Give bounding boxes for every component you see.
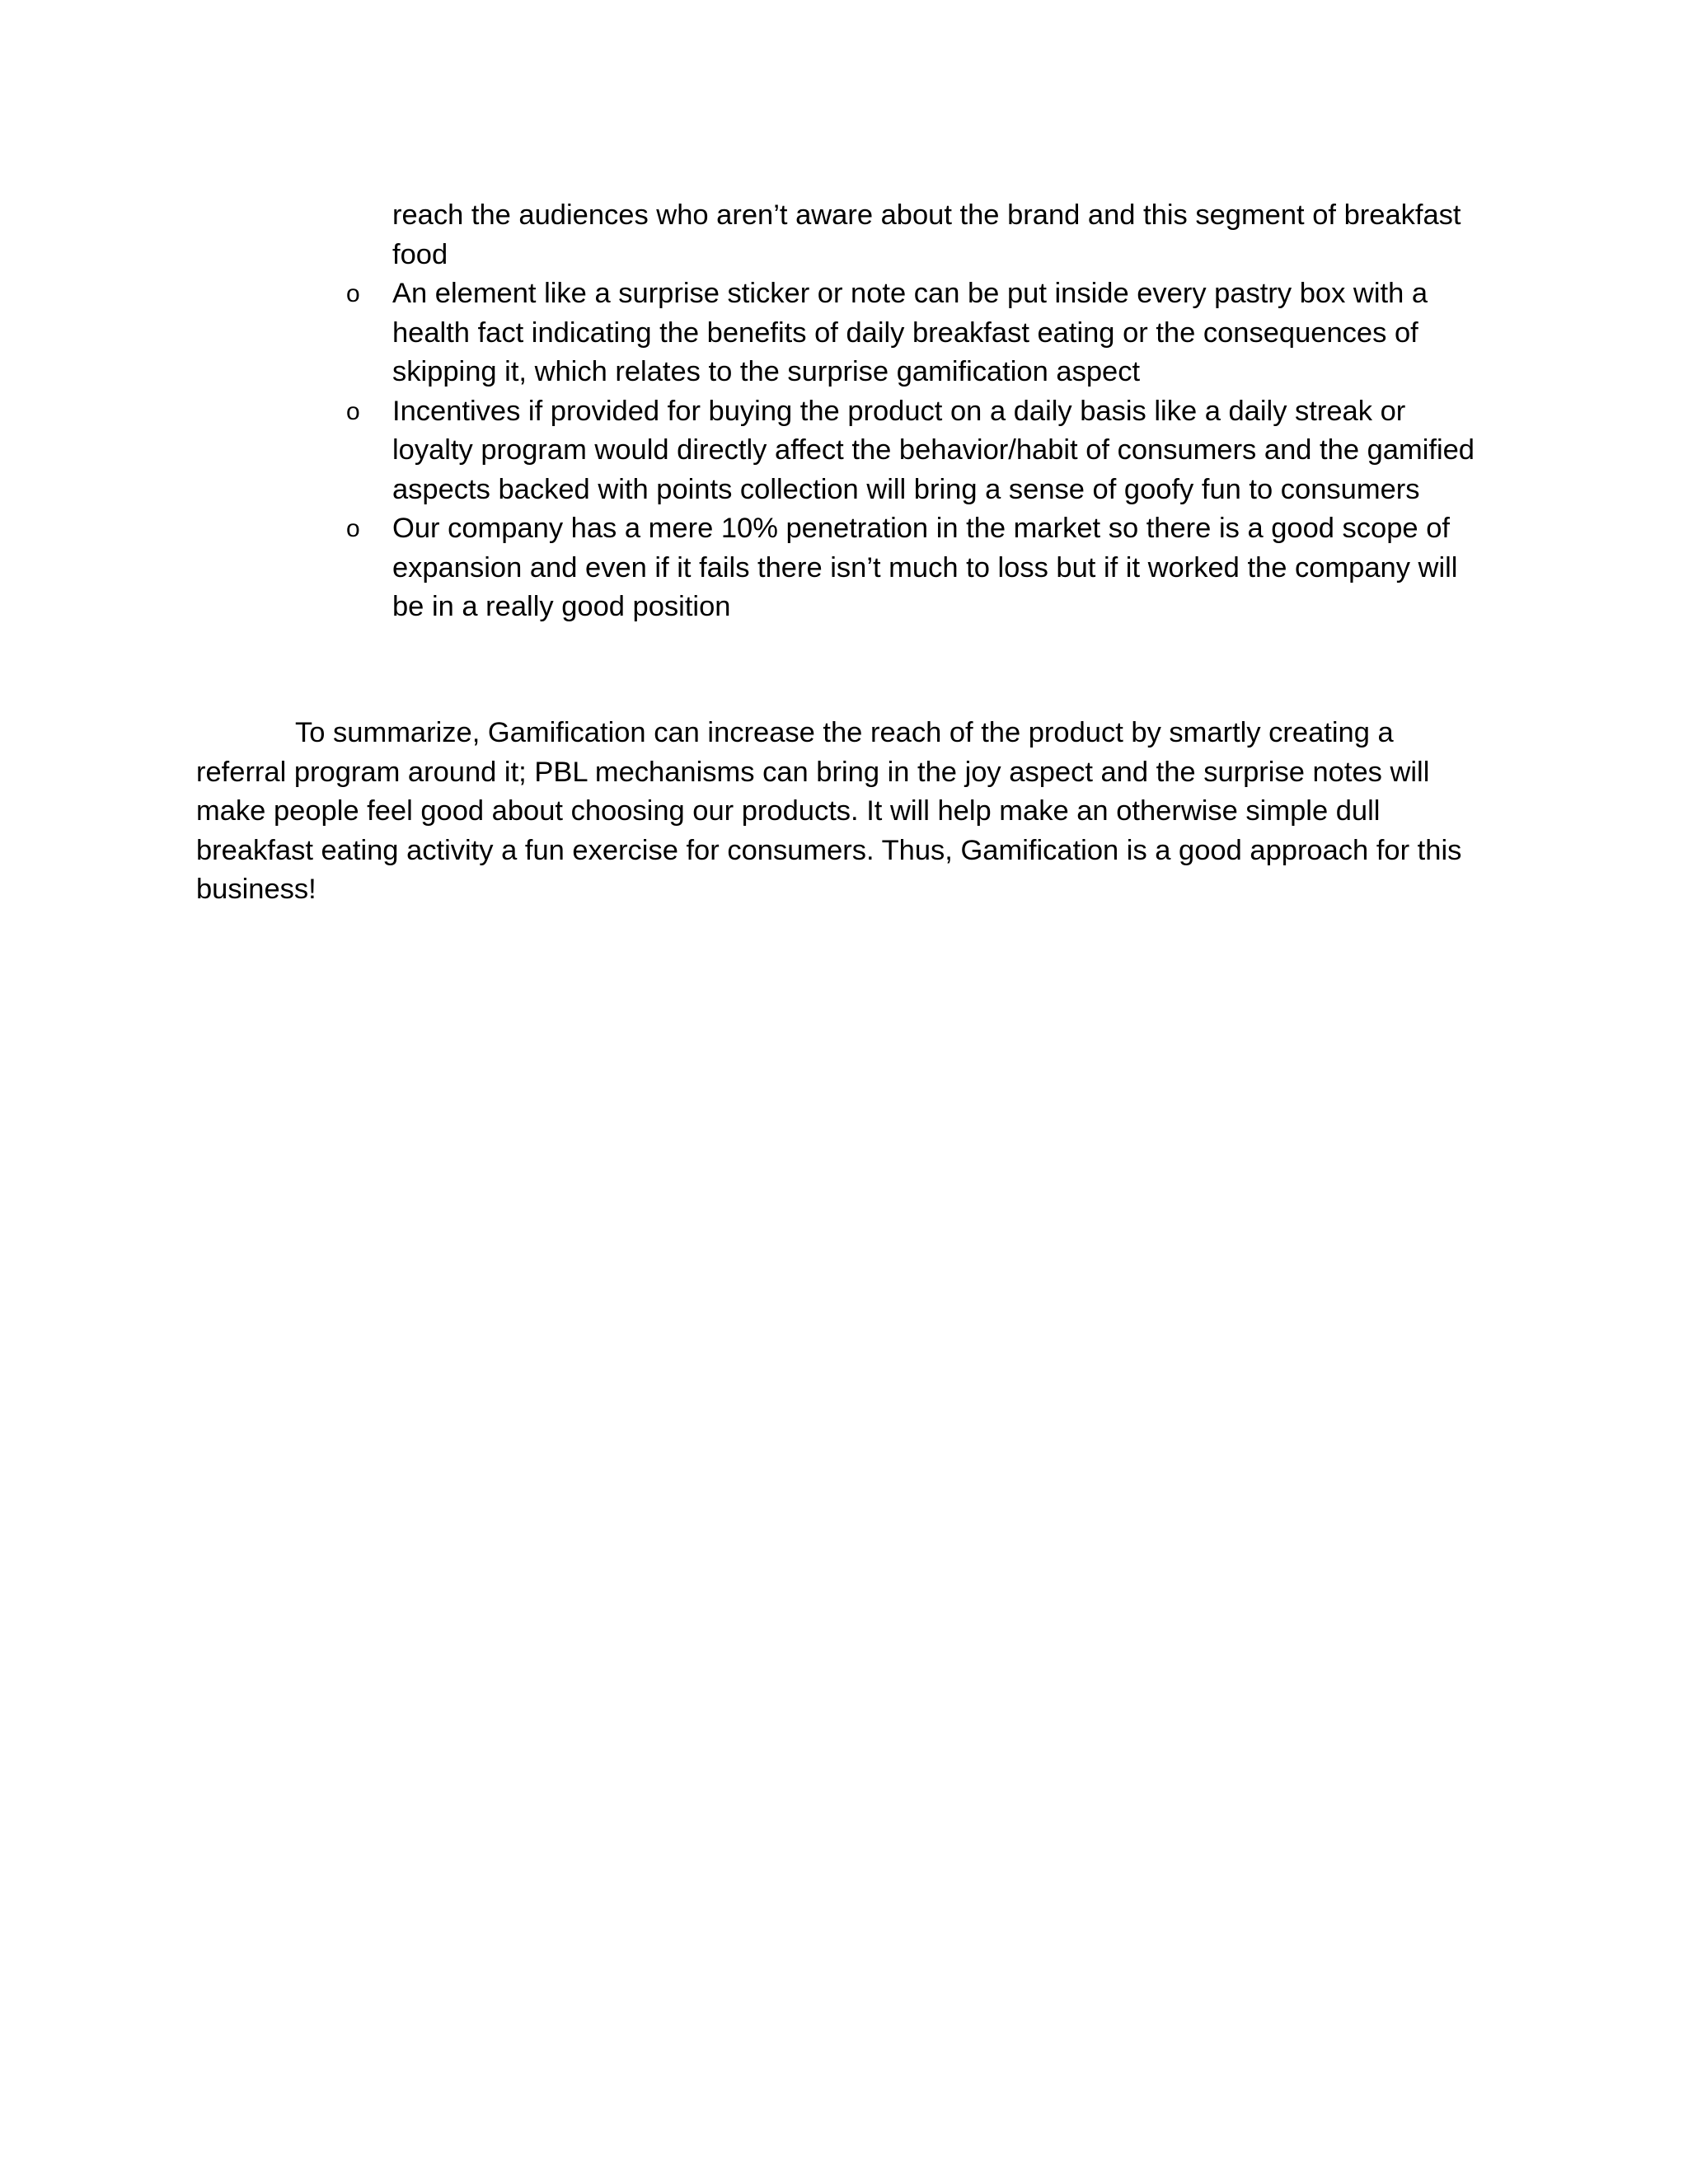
list-item-text: Our company has a mere 10% penetration in the market so there is a good scope of expansion and even if it fails there isn’t much to loss but if it worked the company will be in a really good position [392,513,1458,622]
summary-paragraph: To summarize, Gamification can increase the reach of the product by smartly creating a referral program around it; PBL mechanisms can bring in the joy aspect and the surprise notes will make people feel good about choosing our products. It will help make an otherwise simple dull breakfast eating activity a fun exercise for consumers. Thus, Gamification is a good approach for this business! [196,717,1462,905]
list-item-text: An element like a surprise sticker or note can be put inside every pastry box with a health fact indicating the benefits of daily breakfast eating or the consequences of skipping it, which relates to the surprise gamification aspect [392,278,1428,387]
list-item-text: Incentives if provided for buying the product on a daily basis like a daily streak or loyalty program would directly affect the behavior/habit of consumers and the gamified aspects backed with points collection will bring a sense of goofy fun to consumers [392,395,1475,505]
bullet-marker: o [346,397,360,425]
bullet-marker: o [346,280,360,307]
list-item-continuation [346,196,1484,274]
list-item-text: reach the audiences who aren’t aware about the brand and this segment of breakfast food [392,199,1461,270]
list-item [346,274,1484,392]
list-item [346,392,1484,510]
bullet-list [346,196,1484,627]
list-item [346,509,1484,627]
bullet-marker: o [346,515,360,542]
